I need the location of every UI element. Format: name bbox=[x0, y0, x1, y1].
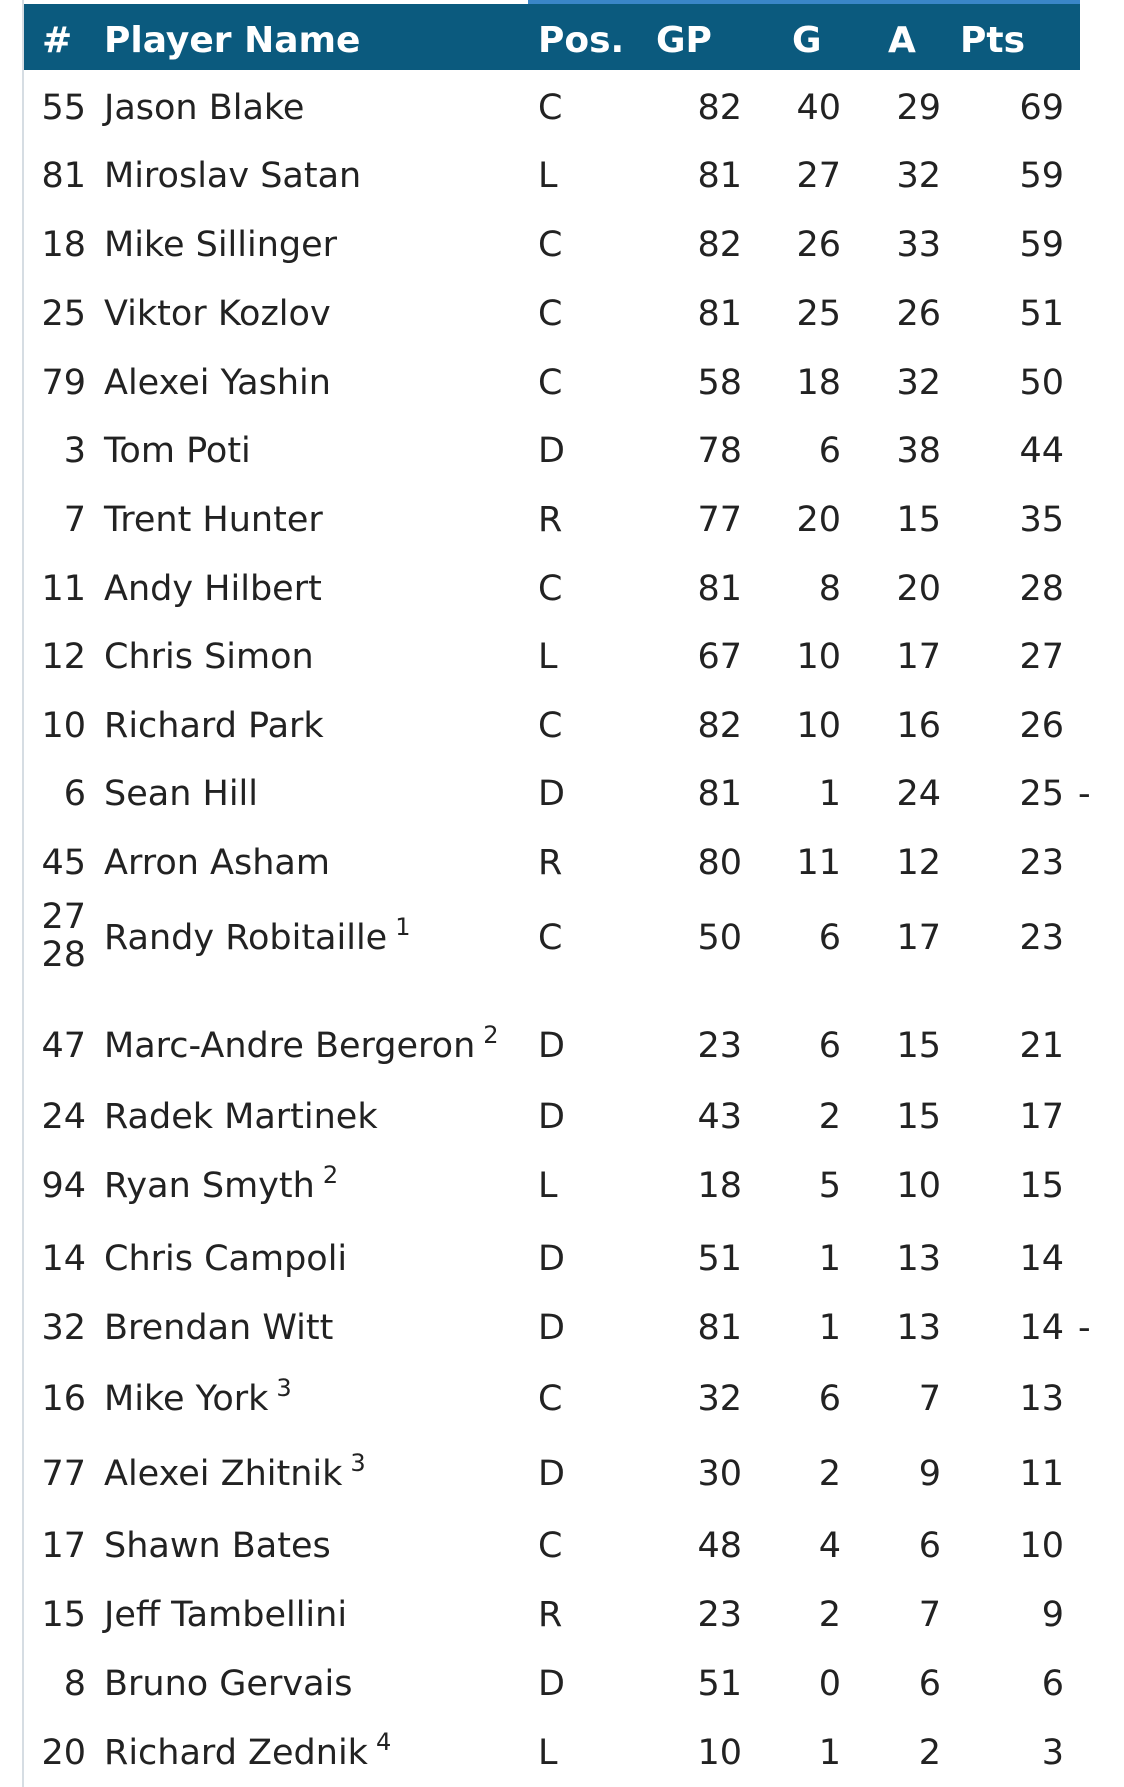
position-cell: D bbox=[538, 1308, 565, 1348]
player-name-link[interactable]: Shawn Bates bbox=[104, 1526, 331, 1566]
table-row bbox=[24, 833, 1080, 893]
points-cell: 44 bbox=[1019, 431, 1064, 471]
goals-cell: 10 bbox=[796, 637, 841, 677]
table-row bbox=[24, 284, 1080, 344]
table-row bbox=[24, 215, 1080, 275]
player-name-cell bbox=[104, 764, 544, 824]
player-name-link[interactable]: Chris Campoli bbox=[104, 1239, 348, 1279]
player-name-cell bbox=[104, 78, 544, 138]
player-name-cell bbox=[104, 146, 544, 206]
assists-cell: 17 bbox=[896, 918, 941, 958]
jersey-number: 14 bbox=[41, 1239, 86, 1279]
points-cell: 23 bbox=[1019, 918, 1064, 958]
jersey-number bbox=[30, 898, 86, 974]
table-row bbox=[24, 764, 1091, 824]
points-cell: 3 bbox=[1041, 1733, 1064, 1773]
goals-cell: 4 bbox=[818, 1526, 841, 1566]
goals-cell: 25 bbox=[796, 294, 841, 334]
table-row bbox=[24, 1654, 1080, 1714]
table-row bbox=[24, 1087, 1080, 1147]
player-name-cell bbox=[104, 627, 544, 687]
assists-cell: 13 bbox=[896, 1239, 941, 1279]
position-cell: L bbox=[538, 1733, 558, 1773]
player-name-cell bbox=[104, 559, 544, 619]
games-played-cell: 81 bbox=[697, 774, 742, 814]
header-goals[interactable]: G bbox=[792, 20, 822, 61]
assists-cell: 26 bbox=[896, 294, 941, 334]
table-row bbox=[24, 1444, 1080, 1504]
truncated-column-cell: - bbox=[1078, 774, 1091, 814]
truncated-column-cell: - bbox=[1078, 1308, 1091, 1348]
player-name-cell bbox=[104, 284, 544, 344]
jersey-number: 3 bbox=[63, 431, 86, 471]
player-name-cell bbox=[104, 1516, 544, 1576]
header-position[interactable]: Pos. bbox=[538, 20, 625, 61]
table-row bbox=[24, 1369, 1080, 1429]
games-played-cell: 18 bbox=[697, 1166, 742, 1206]
player-name-cell bbox=[104, 1087, 544, 1147]
position-cell: D bbox=[538, 1454, 565, 1494]
jersey-number: 32 bbox=[41, 1308, 86, 1348]
assists-cell: 33 bbox=[896, 225, 941, 265]
goals-cell: 6 bbox=[818, 1026, 841, 1066]
player-name-link[interactable]: Bruno Gervais bbox=[104, 1664, 353, 1704]
jersey-number: 81 bbox=[41, 156, 86, 196]
jersey-number: 47 bbox=[41, 1026, 86, 1066]
goals-cell: 1 bbox=[818, 774, 841, 814]
position-cell: C bbox=[538, 706, 563, 746]
jersey-number-second: 28 bbox=[41, 935, 86, 975]
assists-cell: 17 bbox=[896, 637, 941, 677]
games-played-cell: 43 bbox=[697, 1097, 742, 1137]
player-name-link[interactable]: Miroslav Satan bbox=[104, 156, 362, 196]
position-cell: C bbox=[538, 569, 563, 609]
goals-cell: 2 bbox=[818, 1454, 841, 1494]
header-number[interactable]: # bbox=[42, 20, 73, 61]
games-played-cell: 78 bbox=[697, 431, 742, 471]
points-cell: 6 bbox=[1041, 1664, 1064, 1704]
games-played-cell: 81 bbox=[697, 156, 742, 196]
points-cell: 11 bbox=[1019, 1454, 1064, 1494]
goals-cell: 2 bbox=[818, 1097, 841, 1137]
player-name-link[interactable]: Andy Hilbert bbox=[104, 569, 322, 609]
position-cell: C bbox=[538, 294, 563, 334]
goals-cell: 40 bbox=[796, 88, 841, 128]
player-name-cell bbox=[104, 1156, 544, 1219]
header-points[interactable]: Pts bbox=[960, 20, 1026, 61]
jersey-number: 17 bbox=[41, 1526, 86, 1566]
player-name-link[interactable]: Tom Poti bbox=[104, 431, 251, 471]
games-played-cell: 50 bbox=[697, 918, 742, 958]
table-header bbox=[24, 4, 1111, 70]
points-cell: 50 bbox=[1019, 363, 1064, 403]
games-played-cell: 58 bbox=[697, 363, 742, 403]
games-played-cell: 81 bbox=[697, 1308, 742, 1348]
goals-cell: 10 bbox=[796, 706, 841, 746]
games-played-cell: 51 bbox=[697, 1239, 742, 1279]
games-played-cell: 81 bbox=[697, 294, 742, 334]
player-name-cell bbox=[104, 1229, 544, 1289]
points-cell: 35 bbox=[1019, 500, 1064, 540]
games-played-cell: 81 bbox=[697, 569, 742, 609]
assists-cell: 15 bbox=[896, 1026, 941, 1066]
points-cell: 69 bbox=[1019, 88, 1064, 128]
table-row bbox=[24, 1298, 1091, 1358]
games-played-cell: 80 bbox=[697, 843, 742, 883]
footnote-marker[interactable]: 3 bbox=[276, 1374, 292, 1402]
position-cell: R bbox=[538, 500, 563, 540]
games-played-cell: 82 bbox=[697, 88, 742, 128]
games-played-cell: 51 bbox=[697, 1664, 742, 1704]
header-truncated-column[interactable]: P bbox=[1084, 20, 1111, 61]
jersey-number: 25 bbox=[41, 294, 86, 334]
assists-cell: 20 bbox=[896, 569, 941, 609]
points-cell: 23 bbox=[1019, 843, 1064, 883]
points-cell: 14 bbox=[1019, 1308, 1064, 1348]
table-row bbox=[24, 559, 1080, 619]
goals-cell: 1 bbox=[818, 1733, 841, 1773]
jersey-number: 94 bbox=[41, 1166, 86, 1206]
player-name-cell bbox=[104, 1369, 544, 1432]
player-name-link[interactable]: Richard Park bbox=[104, 706, 324, 746]
player-name-link[interactable]: Mike York bbox=[104, 1379, 269, 1419]
position-cell: C bbox=[538, 1526, 563, 1566]
assists-cell: 13 bbox=[896, 1308, 941, 1348]
position-cell: D bbox=[538, 1026, 565, 1066]
points-cell: 9 bbox=[1041, 1595, 1064, 1635]
player-name-link[interactable]: Viktor Kozlov bbox=[104, 294, 331, 334]
jersey-number: 16 bbox=[41, 1379, 86, 1419]
assists-cell: 9 bbox=[918, 1454, 941, 1494]
points-cell: 14 bbox=[1019, 1239, 1064, 1279]
position-cell: D bbox=[538, 1097, 565, 1137]
goals-cell: 18 bbox=[796, 363, 841, 403]
player-name-cell bbox=[104, 215, 544, 275]
jersey-number: 8 bbox=[63, 1664, 86, 1704]
player-name-link[interactable]: Jason Blake bbox=[104, 88, 305, 128]
goals-cell: 2 bbox=[818, 1595, 841, 1635]
jersey-number: 15 bbox=[41, 1595, 86, 1635]
assists-cell: 16 bbox=[896, 706, 941, 746]
player-name-link[interactable]: Chris Simon bbox=[104, 637, 314, 677]
table-row bbox=[24, 146, 1080, 206]
table-row bbox=[24, 627, 1080, 687]
goals-cell: 5 bbox=[818, 1166, 841, 1206]
player-name-cell bbox=[104, 833, 544, 893]
position-cell: C bbox=[538, 1379, 563, 1419]
player-name-link[interactable]: Sean Hill bbox=[104, 774, 258, 814]
player-name-cell bbox=[104, 696, 544, 756]
goals-cell: 1 bbox=[818, 1239, 841, 1279]
player-name-cell bbox=[104, 1298, 544, 1358]
goals-cell: 26 bbox=[796, 225, 841, 265]
goals-cell: 8 bbox=[818, 569, 841, 609]
games-played-cell: 82 bbox=[697, 706, 742, 746]
header-player-name[interactable]: Player Name bbox=[104, 20, 361, 61]
points-cell: 26 bbox=[1019, 706, 1064, 746]
player-name-cell bbox=[104, 1016, 544, 1079]
games-played-cell: 48 bbox=[697, 1526, 742, 1566]
points-cell: 17 bbox=[1019, 1097, 1064, 1137]
goals-cell: 1 bbox=[818, 1308, 841, 1348]
jersey-number: 77 bbox=[41, 1454, 86, 1494]
points-cell: 27 bbox=[1019, 637, 1064, 677]
player-name-link[interactable]: Trent Hunter bbox=[104, 500, 323, 540]
games-played-cell: 77 bbox=[697, 500, 742, 540]
goals-cell: 6 bbox=[818, 918, 841, 958]
assists-cell: 10 bbox=[896, 1166, 941, 1206]
games-played-cell: 67 bbox=[697, 637, 742, 677]
footnote-marker[interactable]: 2 bbox=[322, 1161, 339, 1189]
jersey-number: 18 bbox=[41, 225, 86, 265]
assists-cell: 29 bbox=[896, 88, 941, 128]
table-row bbox=[24, 1229, 1080, 1289]
position-cell: C bbox=[538, 363, 563, 403]
player-name-cell bbox=[104, 353, 544, 413]
position-cell: D bbox=[538, 431, 565, 471]
player-name-link[interactable]: Ryan Smyth bbox=[104, 1166, 315, 1206]
jersey-number: 11 bbox=[41, 569, 86, 609]
goals-cell: 6 bbox=[818, 1379, 841, 1419]
table-row bbox=[24, 78, 1080, 138]
assists-cell: 7 bbox=[918, 1595, 941, 1635]
assists-cell: 15 bbox=[896, 1097, 941, 1137]
assists-cell: 7 bbox=[918, 1379, 941, 1419]
assists-cell: 24 bbox=[896, 774, 941, 814]
position-cell: C bbox=[538, 88, 563, 128]
player-name-cell bbox=[104, 1444, 544, 1507]
player-name-link[interactable]: Brendan Witt bbox=[104, 1308, 334, 1348]
footnote-marker[interactable]: 2 bbox=[483, 1021, 499, 1049]
goals-cell: 11 bbox=[796, 843, 841, 883]
player-name-link[interactable]: Randy Robitaille bbox=[104, 918, 388, 958]
goals-cell: 27 bbox=[796, 156, 841, 196]
jersey-number: 24 bbox=[41, 1097, 86, 1137]
jersey-number: 20 bbox=[41, 1733, 86, 1773]
jersey-number-first: 27 bbox=[41, 897, 86, 937]
goals-cell: 20 bbox=[796, 500, 841, 540]
points-cell: 51 bbox=[1019, 294, 1064, 334]
goals-cell: 6 bbox=[818, 431, 841, 471]
assists-cell: 15 bbox=[896, 500, 941, 540]
games-played-cell: 10 bbox=[697, 1733, 742, 1773]
table-row bbox=[24, 1723, 1080, 1783]
games-played-cell: 23 bbox=[697, 1595, 742, 1635]
games-played-cell: 23 bbox=[697, 1026, 742, 1066]
footnote-marker[interactable]: 4 bbox=[375, 1728, 392, 1756]
table-row bbox=[24, 421, 1080, 481]
points-cell: 21 bbox=[1019, 1026, 1064, 1066]
player-name-link[interactable]: Alexei Yashin bbox=[104, 363, 331, 403]
player-name-link[interactable]: Arron Asham bbox=[104, 843, 330, 883]
player-name-cell bbox=[104, 1723, 544, 1786]
games-played-cell: 82 bbox=[697, 225, 742, 265]
player-name-link[interactable]: Mike Sillinger bbox=[104, 225, 338, 265]
jersey-number: 12 bbox=[41, 637, 86, 677]
jersey-number: 55 bbox=[41, 88, 86, 128]
position-cell: R bbox=[538, 1595, 563, 1635]
position-cell: C bbox=[538, 918, 563, 958]
player-name-link[interactable]: Jeff Tambellini bbox=[104, 1595, 348, 1635]
games-played-cell: 32 bbox=[697, 1379, 742, 1419]
footnote-marker[interactable]: 3 bbox=[350, 1449, 366, 1477]
table-row bbox=[24, 490, 1080, 550]
player-name-link[interactable]: Alexei Zhitnik bbox=[104, 1454, 343, 1494]
points-cell: 59 bbox=[1019, 156, 1064, 196]
player-name-cell bbox=[104, 1585, 544, 1645]
points-cell: 10 bbox=[1019, 1526, 1064, 1566]
player-name-link[interactable]: Richard Zednik bbox=[104, 1733, 368, 1773]
position-cell: L bbox=[538, 156, 558, 196]
assists-cell: 38 bbox=[896, 431, 941, 471]
player-name-link[interactable]: Radek Martinek bbox=[104, 1097, 378, 1137]
header-assists[interactable]: A bbox=[888, 20, 916, 61]
assists-cell: 6 bbox=[918, 1526, 941, 1566]
player-name-cell bbox=[104, 908, 544, 971]
points-cell: 25 bbox=[1019, 774, 1064, 814]
jersey-number: 7 bbox=[63, 500, 86, 540]
table-row bbox=[24, 1156, 1080, 1216]
games-played-cell: 30 bbox=[697, 1454, 742, 1494]
table-row bbox=[24, 1585, 1080, 1645]
points-cell: 13 bbox=[1019, 1379, 1064, 1419]
assists-cell: 32 bbox=[896, 363, 941, 403]
assists-cell: 32 bbox=[896, 156, 941, 196]
player-name-cell bbox=[104, 1654, 544, 1714]
jersey-number: 45 bbox=[41, 843, 86, 883]
jersey-number: 79 bbox=[41, 363, 86, 403]
goals-cell: 0 bbox=[818, 1664, 841, 1704]
table-row bbox=[24, 1016, 1080, 1076]
table-row bbox=[24, 696, 1080, 756]
position-cell: D bbox=[538, 1239, 565, 1279]
position-cell: L bbox=[538, 637, 558, 677]
assists-cell: 6 bbox=[918, 1664, 941, 1704]
jersey-number: 6 bbox=[63, 774, 86, 814]
table-row bbox=[24, 1516, 1080, 1576]
points-cell: 59 bbox=[1019, 225, 1064, 265]
position-cell: D bbox=[538, 774, 565, 814]
table-row bbox=[24, 353, 1080, 413]
position-cell: D bbox=[538, 1664, 565, 1704]
jersey-number: 10 bbox=[41, 706, 86, 746]
position-cell: C bbox=[538, 225, 563, 265]
position-cell: R bbox=[538, 843, 563, 883]
assists-cell: 12 bbox=[896, 843, 941, 883]
header-games-played[interactable]: GP bbox=[656, 20, 712, 61]
points-cell: 28 bbox=[1019, 569, 1064, 609]
player-name-cell bbox=[104, 421, 544, 481]
table-row bbox=[24, 897, 1080, 975]
footnote-marker[interactable]: 1 bbox=[395, 913, 411, 941]
position-cell: L bbox=[538, 1166, 558, 1206]
points-cell: 15 bbox=[1019, 1166, 1064, 1206]
assists-cell: 2 bbox=[918, 1733, 941, 1773]
player-name-link[interactable]: Marc-Andre Bergeron bbox=[104, 1026, 476, 1066]
player-name-cell bbox=[104, 490, 544, 550]
